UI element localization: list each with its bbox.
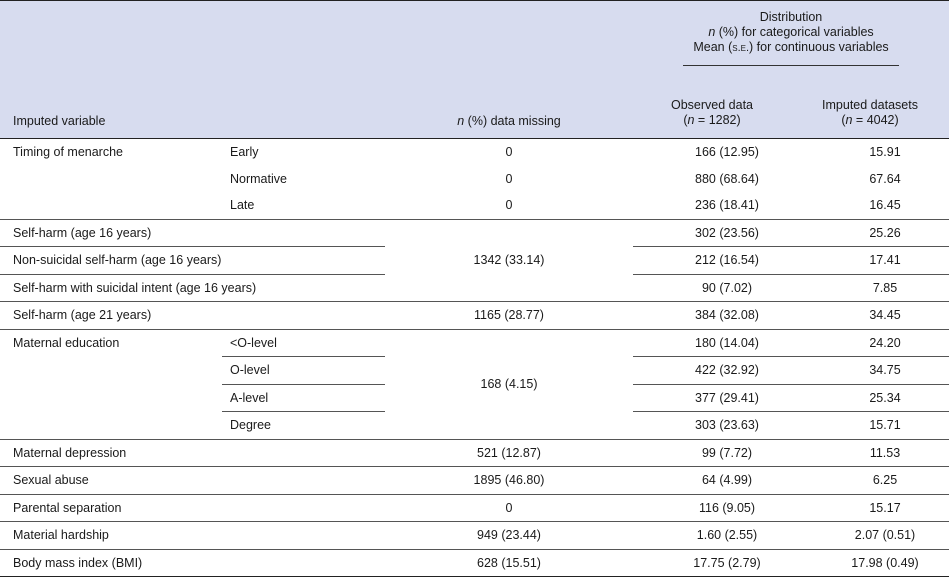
imputed-cell: 25.34	[791, 384, 949, 412]
row-label: Body mass index (BMI)	[0, 549, 385, 577]
imputed-cell: 17.41	[791, 247, 949, 275]
observed-cell: 236 (18.41)	[633, 192, 791, 219]
imputed-cell: 17.98 (0.49)	[791, 549, 949, 577]
missing-cell: 0	[385, 192, 633, 219]
imputed-cell: 15.91	[869, 145, 901, 160]
imputed-cell: 16.45	[791, 192, 949, 219]
imputed-cell: 7.85	[791, 274, 949, 302]
imputed-cell: 25.26	[791, 219, 949, 247]
row-label: Sexual abuse	[0, 467, 385, 495]
missing-cell: 1895 (46.80)	[385, 467, 633, 495]
table-row	[0, 439, 949, 467]
imputed-cell: 2.07 (0.51)	[791, 522, 949, 550]
missing-cell: 1342 (33.14)	[385, 219, 633, 302]
missing-cell: 628 (15.51)	[385, 549, 633, 577]
imputed-variable-header: Imputed variable	[0, 72, 385, 139]
table-row	[0, 522, 949, 550]
imputed-header: Imputed datasets (n = 4042)	[791, 72, 949, 139]
observed-cell: 303 (23.63)	[633, 412, 791, 440]
missing-cell: 0	[505, 171, 513, 186]
row-label: Material hardship	[0, 522, 385, 550]
missing-cell: 521 (12.87)	[385, 439, 633, 467]
observed-cell: 1.60 (2.55)	[633, 522, 791, 550]
distribution-title: Distribution	[759, 10, 823, 24]
observed-header: Observed data (n = 1282)	[633, 72, 791, 139]
missing-cell: 1165 (28.77)	[385, 302, 633, 330]
observed-cell: 116 (9.05)	[633, 494, 791, 522]
table-row	[0, 467, 949, 495]
observed-cell: 212 (16.54)	[633, 247, 791, 275]
observed-cell: 99 (7.72)	[633, 439, 791, 467]
row-label: Self-harm with suicidal intent (age 16 years)	[0, 274, 385, 302]
missing-cell: 949 (23.44)	[385, 522, 633, 550]
table-row	[0, 494, 949, 522]
row-label: Self-harm (age 21 years)	[0, 302, 385, 330]
imputed-cell: 15.71	[791, 412, 949, 440]
observed-cell: 880 (68.64)	[695, 171, 759, 186]
imputed-cell: 34.45	[791, 302, 949, 330]
row-label: Maternal depression	[0, 439, 385, 467]
row-sublabel: A-level	[222, 384, 385, 412]
imputed-cell: 11.53	[791, 439, 949, 467]
observed-cell: 302 (23.56)	[633, 219, 791, 247]
imputed-cell: 34.75	[791, 357, 949, 385]
distribution-subtitle-2: Mean (s.e.) for continuous variables	[693, 40, 889, 54]
row-sublabel: Degree	[222, 412, 385, 440]
observed-cell: 90 (7.02)	[633, 274, 791, 302]
observed-cell: 17.75 (2.79)	[633, 549, 791, 577]
missing-cell: 0	[385, 494, 633, 522]
observed-cell: 422 (32.92)	[633, 357, 791, 385]
row-label: Non-suicidal self-harm (age 16 years)	[0, 247, 385, 275]
distribution-subtitle-1: n (%) for categorical variables	[708, 25, 874, 39]
row-sublabel: Late	[222, 192, 385, 219]
table-row	[0, 549, 949, 577]
header-spacer	[0, 1, 633, 73]
row-label: Self-harm (age 16 years)	[0, 219, 385, 247]
missing-header: n (%) data missing	[385, 72, 633, 139]
table-row	[0, 139, 949, 166]
table-row	[0, 166, 949, 193]
table-row	[0, 302, 949, 330]
row-label: Maternal education	[13, 336, 120, 350]
observed-cell: 384 (32.08)	[633, 302, 791, 330]
observed-cell: 377 (29.41)	[633, 384, 791, 412]
imputed-cell: 6.25	[791, 467, 949, 495]
missing-cell: 0	[505, 145, 513, 160]
row-sublabel: Early	[230, 145, 259, 160]
row-label: Parental separation	[0, 494, 385, 522]
distribution-header	[633, 1, 949, 73]
imputed-cell: 67.64	[869, 171, 901, 186]
row-sublabel: O-level	[222, 357, 385, 385]
imputed-cell: 24.20	[791, 329, 949, 357]
row-sublabel: <O-level	[222, 329, 385, 357]
observed-cell: 64 (4.99)	[633, 467, 791, 495]
imputed-cell: 15.17	[791, 494, 949, 522]
table-row	[0, 192, 949, 219]
missing-cell: 168 (4.15)	[385, 329, 633, 439]
table-row	[0, 329, 949, 357]
observed-cell: 166 (12.95)	[695, 145, 759, 160]
observed-cell: 180 (14.04)	[633, 329, 791, 357]
table-row	[0, 219, 949, 247]
row-sublabel: Normative	[230, 171, 287, 186]
row-label: Timing of menarche	[13, 145, 123, 160]
